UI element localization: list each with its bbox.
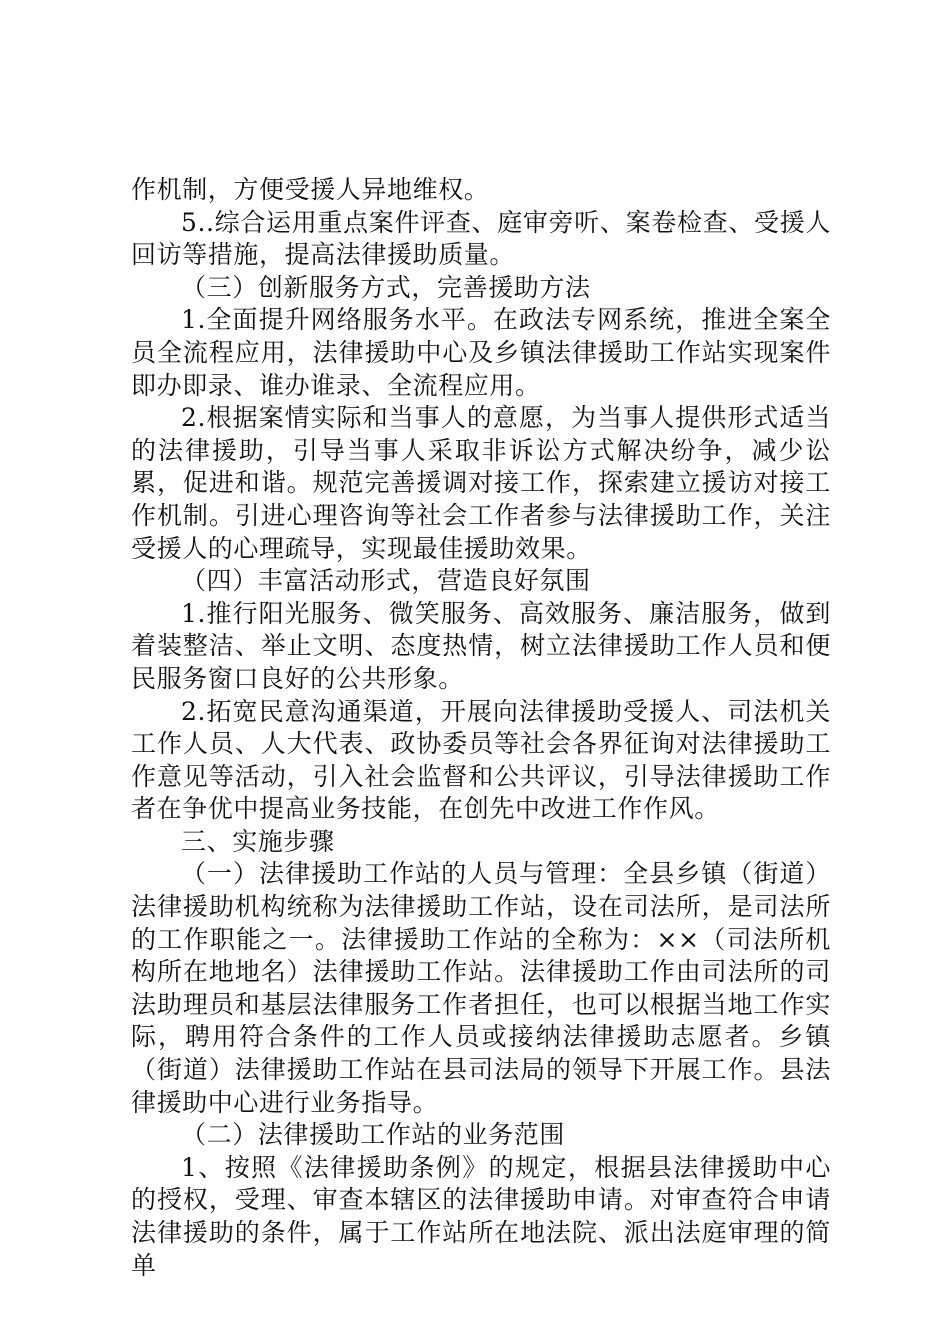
paragraph: 1.推行阳光服务、微笑服务、高效服务、廉洁服务，做到着装整洁、举止文明、态度热情，树立法律援助工作人员和便民服务窗口良好的公共形象。 [131,598,831,693]
section-heading: （二）法律援助工作站的业务范围 [181,1120,566,1150]
document-body [131,174,831,1282]
chapter-heading: 三、实施步骤 [181,826,335,856]
section-heading: （三）创新服务方式，完善援助方法 [181,272,591,302]
paragraph: 2.拓宽民意沟通渠道，开展向法律援助受援人、司法机关工作人员、人大代表、政协委员等社会各界征询对法律援助工作意见等活动，引入社会监督和公共评议，引导法律援助工作者在争优中提高业务技能，在创先中改进工作作风。 [131,696,831,824]
paragraph: 作机制，方便受援人异地维权。 [131,175,490,204]
section-heading: （四）丰富活动形式，营造良好氛围 [181,566,591,596]
paragraph: 5..综合运用重点案件评查、庭审旁听、案卷检查、受援人回访等措施，提高法律援助质量。 [131,207,831,270]
paragraph: 1、按照《法律援助条例》的规定，根据县法律援助中心的授权，受理、审查本辖区的法律援助申请。对审查符合申请法律援助的条件，属于工作站所在地法院、派出法庭审理的简单 [131,1152,831,1280]
paragraph: 2.根据案情实际和当事人的意愿，为当事人提供形式适当的法律援助，引导当事人采取非诉讼方式解决纷争，减少讼累，促进和谐。规范完善援调对接工作，探索建立援访对接工作机制。引进心理咨询等社会工作者参与法律援助工作，关注受援人的心理疏导，实现最佳援助效果。 [131,403,831,563]
paragraph: （一）法律援助工作站的人员与管理：全县乡镇（街道）法律援助机构统称为法律援助工作站，设在司法所，是司法所的工作职能之一。法律援助工作站的全称为：××（司法所机构所在地地名）法律援助工作站。法律援助工作由司法所的司法助理员和基层法律服务工作者担任，也可以根据当地工作实际，聘用符合条件的工作人员或接纳法律援助志愿者。乡镇（街道）法律援助工作站在县司法局的领导下开展工作。县法律援助中心进行业务指导。 [131,859,831,1117]
paragraph: 1.全面提升网络服务水平。在政法专网系统，推进全案全员全流程应用，法律援助中心及乡镇法律援助工作站实现案件即办即录、谁办谁录、全流程应用。 [131,305,831,400]
